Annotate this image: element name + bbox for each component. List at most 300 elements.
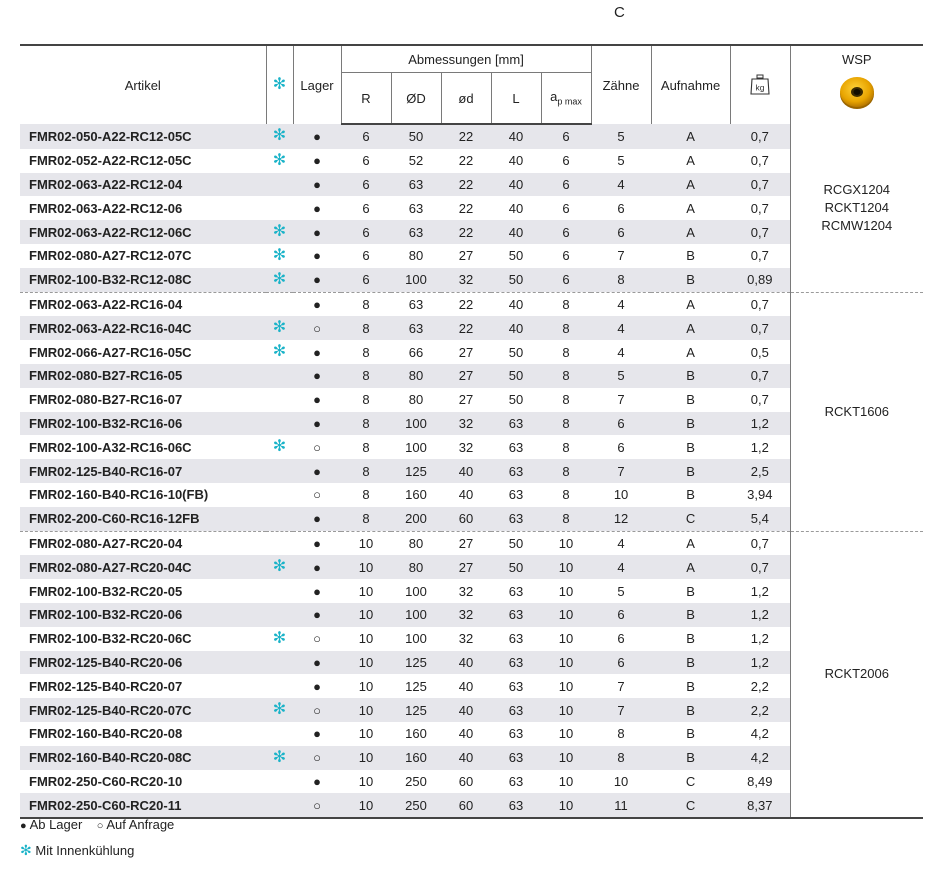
cell-z: 5 (617, 153, 625, 169)
table-row (20, 340, 923, 364)
cell-lager: ● (313, 344, 321, 360)
cell-d: 250 (391, 793, 441, 818)
snowflake-icon: ✻ (272, 151, 287, 169)
cell-d: 27 (458, 344, 474, 360)
cell-artikel: FMR02-063-A22-RC12-06 (29, 200, 183, 216)
weight-icon (750, 73, 770, 95)
cell-l: 63 (491, 507, 541, 531)
cell-artikel: FMR02-200-C60-RC16-12FB (20, 507, 266, 531)
cell-artikel: FMR02-100-B32-RC12-08C (20, 268, 266, 292)
cell-lager: ● (293, 292, 341, 316)
cell-l: 50 (508, 344, 524, 360)
cell-ap: 6 (541, 220, 591, 244)
cell-z: 6 (617, 631, 625, 647)
cell-l: 50 (508, 392, 524, 408)
cell-d: 250 (405, 773, 427, 789)
table-row (20, 268, 923, 292)
cell-artikel: FMR02-100-B32-RC20-06 (20, 603, 266, 627)
cell-cooling (266, 340, 293, 364)
cell-d: 80 (408, 248, 424, 264)
cell-kg: 0,7 (750, 248, 769, 264)
cell-l: 40 (491, 173, 541, 197)
table-row (20, 507, 923, 531)
cell-l: 63 (491, 746, 541, 770)
cell-z: 11 (591, 793, 651, 818)
cell-z: 6 (591, 603, 651, 627)
cell-z: 7 (617, 678, 625, 694)
table-row (20, 698, 923, 722)
cell-d: 63 (391, 316, 441, 340)
cell-wsp-group (790, 531, 923, 818)
cell-d: 40 (441, 746, 491, 770)
cell-auf: C (685, 773, 696, 789)
cell-r: 10 (341, 698, 391, 722)
cell-z: 5 (591, 364, 651, 388)
cell-cooling (266, 268, 293, 292)
cell-kg: 1,2 (730, 412, 790, 436)
cell-kg: 0,7 (730, 173, 790, 197)
snowflake-icon: ✻ (272, 438, 287, 456)
header-abmessungen: Abmessungen [mm] (341, 45, 591, 73)
cell-d: 63 (391, 220, 441, 244)
cell-z: 7 (617, 248, 625, 264)
cell-r: 8 (341, 459, 391, 483)
cell-d: 100 (391, 268, 441, 292)
cell-l: 40 (508, 153, 524, 169)
cell-r: 10 (341, 793, 391, 818)
cell-z: 8 (591, 746, 651, 770)
cell-cooling (266, 746, 293, 770)
cell-cooling (266, 292, 293, 316)
cell-auf: B (651, 268, 730, 292)
cell-lager: ● (313, 773, 321, 789)
cell-artikel: FMR02-080-B27-RC16-07 (29, 392, 183, 408)
cell-l: 63 (491, 412, 541, 436)
table-row (20, 412, 923, 436)
cell-lager: ● (313, 583, 321, 599)
cell-d: 32 (441, 603, 491, 627)
cell-artikel: FMR02-063-A22-RC12-06C (20, 220, 266, 244)
cell-d: 50 (391, 124, 441, 149)
cell-r: 8 (341, 316, 391, 340)
cell-kg: 0,7 (730, 531, 790, 555)
cell-l: 63 (508, 487, 524, 503)
snowflake-icon: ✻ (272, 127, 287, 145)
cell-d: 125 (405, 678, 427, 694)
cell-lager: ○ (313, 487, 321, 503)
cell-z: 4 (591, 531, 651, 555)
cell-kg: 0,7 (750, 200, 769, 216)
cell-l: 63 (508, 583, 524, 599)
table-row (20, 124, 923, 149)
table-row (20, 722, 923, 746)
cell-auf: A (686, 153, 695, 169)
cell-auf: A (651, 173, 730, 197)
cell-r: 6 (362, 153, 370, 169)
cell-auf: A (651, 220, 730, 244)
cell-kg: 2,2 (750, 678, 769, 694)
cell-artikel: FMR02-052-A22-RC12-05C (29, 153, 192, 169)
header-od-big: ØD (391, 73, 441, 125)
cell-auf: B (651, 459, 730, 483)
cell-ap: 8 (562, 392, 570, 408)
cell-lager: ○ (293, 698, 341, 722)
cell-auf: A (686, 200, 695, 216)
cell-z: 4 (591, 555, 651, 579)
cell-d: 100 (405, 583, 427, 599)
cell-kg: 0,89 (730, 268, 790, 292)
table-row (20, 459, 923, 483)
cell-d: 100 (405, 439, 427, 455)
cell-r: 6 (341, 173, 391, 197)
cell-z: 5 (617, 583, 625, 599)
cell-auf: B (686, 439, 695, 455)
cell-r: 8 (362, 487, 370, 503)
cell-kg: 0,7 (730, 220, 790, 244)
cell-d: 63 (391, 173, 441, 197)
cell-d: 27 (441, 555, 491, 579)
cell-wsp-group (790, 124, 923, 292)
cell-d: 80 (408, 392, 424, 408)
cell-z: 6 (591, 651, 651, 675)
cell-lager: ○ (313, 439, 321, 455)
cell-ap: 10 (541, 555, 591, 579)
snowflake-icon: ✻ (272, 246, 287, 264)
header-l: L (491, 73, 541, 125)
cell-d: 27 (441, 531, 491, 555)
legend-auf-anfrage: Auf Anfrage (106, 817, 175, 832)
cell-r: 6 (362, 248, 370, 264)
cell-z: 6 (591, 220, 651, 244)
cell-d: 100 (391, 603, 441, 627)
cell-cooling (266, 627, 293, 651)
cell-ap: 10 (558, 631, 574, 647)
cell-cooling (266, 722, 293, 746)
cell-d: 80 (391, 555, 441, 579)
table-row (20, 196, 923, 220)
cell-lager: ● (293, 531, 341, 555)
table-row (20, 364, 923, 388)
cell-l: 40 (491, 316, 541, 340)
cell-d: 80 (391, 364, 441, 388)
legend-dot-icon: ● (20, 820, 27, 832)
wsp-insert-code: RCKT2006 (824, 666, 889, 682)
cell-d: 40 (441, 651, 491, 675)
cell-cooling (266, 196, 293, 220)
cell-kg: 1,2 (750, 631, 769, 647)
cell-artikel: FMR02-066-A27-RC16-05C (29, 344, 192, 360)
cell-cooling (266, 507, 293, 531)
cell-ap: 6 (541, 268, 591, 292)
cell-d: 160 (405, 487, 427, 503)
cell-ap: 8 (541, 364, 591, 388)
cell-d: 32 (441, 412, 491, 436)
table-row (20, 292, 923, 316)
cell-auf: A (651, 555, 730, 579)
cell-lager: ● (293, 555, 341, 579)
legend-innenkuehlung: Mit Innenkühlung (35, 843, 135, 858)
cell-ap: 8 (562, 344, 570, 360)
cell-l: 63 (491, 793, 541, 818)
cell-d: 40 (441, 698, 491, 722)
cell-d: 100 (391, 412, 441, 436)
cell-r: 6 (341, 220, 391, 244)
cell-kg: 3,94 (747, 487, 773, 503)
cell-r: 10 (358, 773, 374, 789)
cell-l: 40 (508, 200, 524, 216)
wsp-insert-code: RCMW1204 (821, 218, 893, 233)
cell-l: 63 (508, 678, 524, 694)
cell-auf: B (686, 726, 695, 742)
cell-r: 10 (341, 531, 391, 555)
cell-r: 10 (358, 631, 374, 647)
table-row (20, 244, 923, 268)
table-row (20, 770, 923, 794)
cell-kg: 0,7 (750, 392, 769, 408)
cell-artikel: FMR02-125-B40-RC16-07 (20, 459, 266, 483)
cell-l: 63 (491, 698, 541, 722)
cell-lager: ● (293, 507, 341, 531)
cell-auf: B (686, 248, 695, 264)
cell-r: 10 (358, 678, 374, 694)
cell-cooling (266, 412, 293, 436)
table-row (20, 483, 923, 507)
cell-ap: 6 (541, 173, 591, 197)
table-row (20, 388, 923, 412)
cell-d: 22 (441, 173, 491, 197)
cell-ap: 8 (562, 439, 570, 455)
cell-ap: 6 (541, 124, 591, 149)
cell-cooling (266, 435, 293, 459)
cell-l: 63 (491, 603, 541, 627)
header-cooling (266, 45, 293, 124)
cell-cooling (266, 555, 293, 579)
snowflake-icon: ✻ (272, 701, 287, 719)
cell-r: 10 (341, 746, 391, 770)
cell-auf: A (651, 124, 730, 149)
cell-cooling (266, 220, 293, 244)
cell-r: 10 (341, 651, 391, 675)
cell-l: 40 (491, 292, 541, 316)
product-rows (20, 124, 923, 818)
cell-ap: 10 (558, 726, 574, 742)
cell-r: 10 (358, 583, 374, 599)
cell-r: 8 (362, 392, 370, 408)
cell-lager: ● (313, 153, 321, 169)
cell-r: 8 (341, 364, 391, 388)
cell-auf: B (651, 698, 730, 722)
cell-cooling (266, 388, 293, 412)
cell-d: 22 (458, 153, 474, 169)
cell-cooling (266, 124, 293, 149)
table-row (20, 603, 923, 627)
snowflake-icon: ✻ (272, 343, 287, 361)
cell-ap: 10 (541, 603, 591, 627)
cell-d: 27 (441, 364, 491, 388)
cell-artikel: FMR02-250-C60-RC20-11 (20, 793, 266, 818)
header-r: R (341, 73, 391, 125)
cell-ap: 6 (562, 200, 570, 216)
cell-auf: B (686, 678, 695, 694)
cell-l: 50 (491, 364, 541, 388)
cell-cooling (266, 173, 293, 197)
cell-artikel: FMR02-125-B40-RC20-07 (29, 678, 183, 694)
table-row (20, 316, 923, 340)
cell-r: 6 (341, 124, 391, 149)
cell-auf: C (651, 793, 730, 818)
header-artikel: Artikel (20, 45, 266, 124)
cell-artikel: FMR02-160-B40-RC20-08C (20, 746, 266, 770)
cell-kg: 1,2 (750, 583, 769, 599)
cell-d: 63 (391, 292, 441, 316)
cell-artikel: FMR02-063-A22-RC16-04 (20, 292, 266, 316)
cell-z: 6 (617, 200, 625, 216)
cell-kg: 0,5 (750, 344, 769, 360)
wsp-insert-code: RCKT1204 (824, 200, 889, 215)
cell-d: 100 (405, 631, 427, 647)
cell-lager: ○ (293, 316, 341, 340)
header-ap: $a_{p max}$ (541, 73, 591, 125)
cell-l: 50 (491, 268, 541, 292)
cell-l: 50 (508, 248, 524, 264)
cell-cooling (266, 483, 293, 507)
cell-d: 60 (441, 793, 491, 818)
cell-r: 8 (341, 292, 391, 316)
header-od-small: ød (441, 73, 491, 125)
cell-r: 10 (341, 603, 391, 627)
cell-ap: 10 (558, 583, 574, 599)
cell-kg: 1,2 (730, 651, 790, 675)
cell-z: 6 (617, 439, 625, 455)
table-row (20, 793, 923, 818)
table-row (20, 173, 923, 197)
cell-z: 7 (591, 459, 651, 483)
table-row (20, 149, 923, 173)
cell-auf: A (651, 316, 730, 340)
cell-lager: ○ (313, 631, 321, 647)
cell-lager: ● (313, 248, 321, 264)
cell-kg: 2,2 (730, 698, 790, 722)
cell-z: 7 (617, 392, 625, 408)
cell-l: 63 (508, 439, 524, 455)
cell-auf: B (686, 631, 695, 647)
cell-lager: ● (293, 268, 341, 292)
cell-auf: B (686, 487, 695, 503)
cell-d: 22 (441, 292, 491, 316)
snowflake-icon: ✻ (272, 270, 287, 288)
cell-z: 6 (591, 412, 651, 436)
cell-kg: 5,4 (730, 507, 790, 531)
cell-z: 10 (613, 487, 629, 503)
header-wsp (790, 45, 923, 124)
header-lager: Lager (293, 45, 341, 124)
cell-lager: ● (293, 459, 341, 483)
cell-lager: ● (293, 651, 341, 675)
cell-auf: A (686, 344, 695, 360)
cell-cooling (266, 244, 293, 268)
insert-icon (838, 73, 876, 111)
cell-l: 50 (491, 531, 541, 555)
cell-d: 125 (391, 698, 441, 722)
cell-artikel: FMR02-080-A27-RC12-07C (29, 248, 192, 264)
cell-lager: ○ (293, 746, 341, 770)
table-row (20, 531, 923, 555)
cell-d: 32 (458, 439, 474, 455)
cell-lager: ● (293, 124, 341, 149)
cell-z: 8 (617, 726, 625, 742)
cell-cooling (266, 793, 293, 818)
cell-cooling (266, 364, 293, 388)
legend-cooling (20, 843, 134, 858)
cell-z: 12 (591, 507, 651, 531)
cell-auf: B (651, 746, 730, 770)
header-weight (730, 45, 790, 124)
cell-d: 60 (441, 507, 491, 531)
cell-artikel: FMR02-063-A22-RC12-04 (20, 173, 266, 197)
cell-cooling (266, 531, 293, 555)
cell-auf: B (686, 583, 695, 599)
cell-kg: 0,7 (730, 292, 790, 316)
cell-artikel: FMR02-100-B32-RC16-06 (20, 412, 266, 436)
cell-lager: ● (293, 220, 341, 244)
cell-d: 160 (391, 746, 441, 770)
cell-kg: 0,7 (730, 316, 790, 340)
cell-artikel: FMR02-125-B40-RC20-06 (20, 651, 266, 675)
cell-auf: C (651, 507, 730, 531)
cell-z: 5 (591, 124, 651, 149)
cell-lager: ● (293, 603, 341, 627)
cell-auf: B (651, 364, 730, 388)
cell-r: 10 (341, 555, 391, 579)
product-table (20, 44, 923, 819)
cell-d: 32 (458, 583, 474, 599)
cell-artikel: FMR02-250-C60-RC20-10 (29, 773, 183, 789)
cell-lager: ● (293, 173, 341, 197)
cell-kg: 8,37 (730, 793, 790, 818)
cell-lager: ● (313, 200, 321, 216)
cell-ap: 8 (541, 412, 591, 436)
cell-d: 22 (441, 220, 491, 244)
cell-z: 4 (591, 173, 651, 197)
cell-ap: 8 (541, 316, 591, 340)
cell-d: 40 (458, 726, 474, 742)
cell-r: 8 (341, 412, 391, 436)
cell-l: 63 (508, 773, 524, 789)
cell-z: 10 (613, 773, 629, 789)
cell-kg: 0,7 (750, 153, 769, 169)
cell-artikel: FMR02-100-B32-RC20-06C (29, 631, 192, 647)
cell-auf: B (651, 603, 730, 627)
cell-ap: 10 (541, 531, 591, 555)
cell-lager: ● (313, 392, 321, 408)
cell-d: 27 (458, 392, 474, 408)
cell-cooling (266, 698, 293, 722)
cell-d: 40 (458, 678, 474, 694)
cell-wsp-group (790, 292, 923, 531)
snowflake-icon: ✻ (272, 558, 287, 576)
cell-ap: 10 (558, 678, 574, 694)
cell-lager: ● (293, 412, 341, 436)
cell-cooling (266, 459, 293, 483)
cell-kg: 1,2 (750, 439, 769, 455)
header-aufnahme: Aufnahme (651, 45, 730, 124)
cell-cooling (266, 579, 293, 603)
legend-lager (20, 817, 174, 832)
snowflake-icon: ✻ (272, 76, 287, 93)
cell-z: 8 (591, 268, 651, 292)
cell-ap: 6 (562, 153, 570, 169)
cell-kg: 2,5 (730, 459, 790, 483)
